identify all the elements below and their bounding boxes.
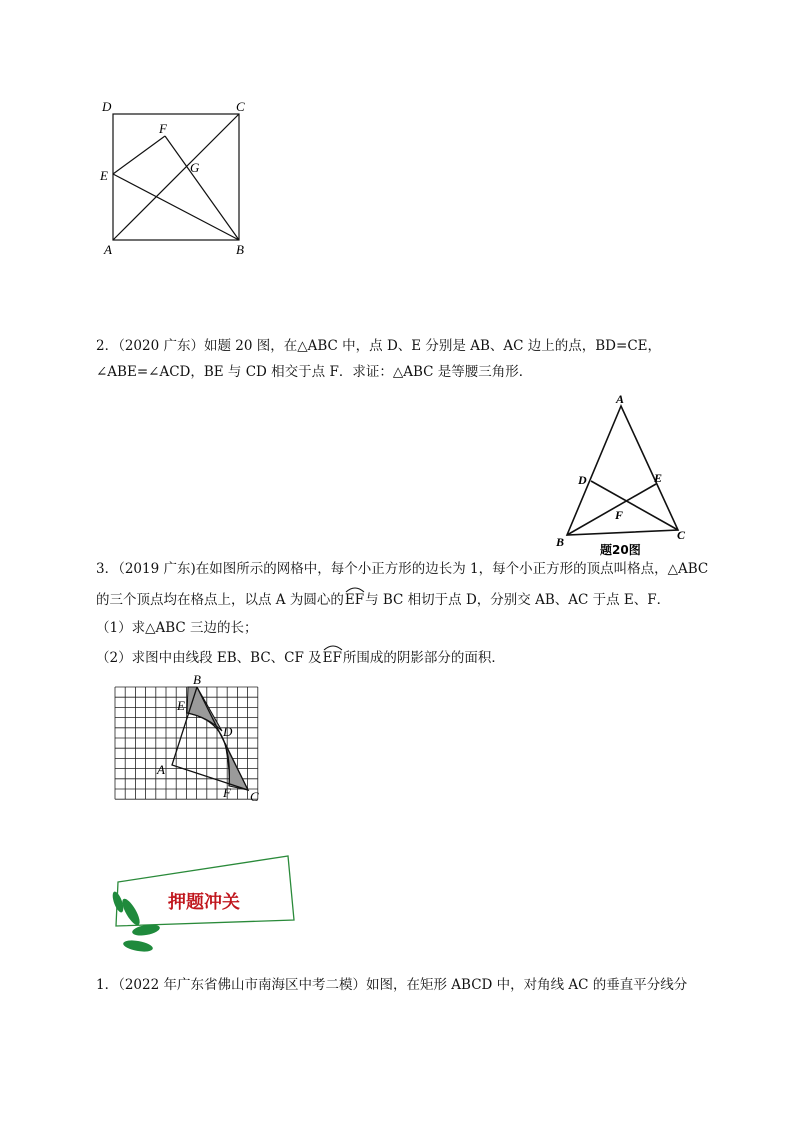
arc-ef-text: EF bbox=[344, 592, 365, 608]
label-a: A bbox=[157, 762, 165, 777]
label-c: C bbox=[677, 528, 686, 542]
grid-figure bbox=[105, 670, 275, 810]
label-a: A bbox=[104, 242, 112, 257]
triangle-figure bbox=[548, 388, 698, 560]
shaded-regions bbox=[187, 687, 248, 790]
label-d: D bbox=[102, 99, 112, 114]
label-c: C bbox=[250, 789, 259, 804]
q3-line1: 3．（2019 广东)在如图所示的网格中，每个小正方形的边长为 1，每个小正方形的顶点叫格点，△ABC bbox=[96, 561, 709, 577]
segment-cd bbox=[591, 481, 678, 530]
diagonal-ac bbox=[113, 114, 239, 240]
q2-line1: 2．（2020 广东）如题 20 图，在△ABC 中，点 D、E 分别是 AB、AC 边上的点，BD=CE， bbox=[96, 338, 662, 354]
q3-part2-start: （2）求图中由线段 EB、BC、CF 及 bbox=[96, 650, 322, 666]
section-banner bbox=[98, 852, 298, 952]
q3-part2 bbox=[96, 648, 505, 668]
label-f: F bbox=[223, 785, 231, 800]
q3-line2 bbox=[96, 590, 670, 610]
label-f: F bbox=[159, 121, 167, 136]
banner-card bbox=[116, 856, 294, 926]
arc-symbol bbox=[322, 643, 344, 651]
arc-ef-text-2: EF bbox=[322, 650, 342, 666]
arc-ef-notation bbox=[344, 590, 365, 610]
segment-ef bbox=[113, 136, 165, 174]
label-e: E bbox=[100, 168, 108, 183]
label-e: E bbox=[177, 698, 185, 713]
arc-ef-notation-2 bbox=[322, 648, 343, 668]
label-d: D bbox=[223, 724, 233, 739]
q3-part1: （1）求△ABC 三边的长； bbox=[96, 620, 258, 636]
label-e: E bbox=[654, 471, 663, 485]
q3-part2-end: 所围成的阴影部分的面积． bbox=[342, 650, 505, 666]
label-b: B bbox=[236, 242, 244, 257]
q2-line2: ∠ABE=∠ACD，BE 与 CD 相交于点 F．求证：△ABC 是等腰三角形． bbox=[96, 364, 533, 380]
label-g: G bbox=[190, 160, 200, 175]
arc-symbol bbox=[344, 585, 366, 593]
square-figure bbox=[95, 92, 260, 262]
label-b: B bbox=[193, 672, 201, 687]
label-b: B bbox=[556, 535, 565, 549]
banner-title: 押题冲关 bbox=[168, 892, 240, 913]
label-d: D bbox=[578, 473, 587, 487]
q3-line2-start: 的三个顶点均在格点上，以点 A 为圆心的 bbox=[96, 592, 344, 608]
q3-line2-end: 与 BC 相切于点 D，分别交 AB、AC 于点 E、F． bbox=[365, 592, 671, 608]
label-f: F bbox=[615, 508, 624, 522]
p1-line1: 1．（2022 年广东省佛山市南海区中考二模）如图，在矩形 ABCD 中，对角线 AC 的垂直平分线分 bbox=[96, 977, 688, 993]
figure-caption: 题20图 bbox=[600, 543, 641, 557]
label-c: C bbox=[236, 99, 245, 114]
label-a: A bbox=[616, 392, 625, 406]
segment-eb bbox=[113, 174, 239, 240]
